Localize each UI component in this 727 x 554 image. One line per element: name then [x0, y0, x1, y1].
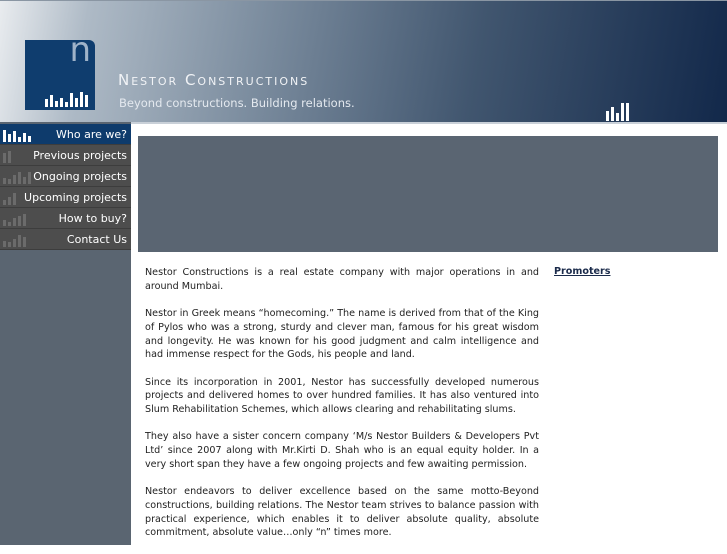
nav-who-are-we[interactable] [0, 124, 131, 145]
nav-label: Who are we? [56, 128, 127, 141]
nav-previous-projects[interactable] [0, 145, 131, 166]
skyline-icon [3, 130, 31, 142]
site-tagline: Beyond constructions. Building relations. [119, 96, 355, 110]
skyline-icon [3, 235, 26, 247]
nav-label: Previous projects [33, 149, 127, 162]
skyline-icon [3, 214, 26, 226]
skyline-icon [3, 151, 11, 163]
site-title: Nestor Constructions [118, 71, 310, 89]
skyline-icon [606, 103, 629, 121]
nav-label: Ongoing projects [33, 170, 127, 183]
nav-contact-us[interactable] [0, 229, 131, 250]
nav-label: Upcoming projects [24, 191, 127, 204]
sidebar-nav [0, 122, 131, 545]
paragraph: Nestor in Greek means “homecoming.” The name is derived from that of the King of Pylos who was a strong, sturdy and clever man, famous for his great wisdom and longevity. He was known for his good judgment and calm intelligence and had immense respect for the Gods, his people and land. [145, 308, 539, 361]
promoters-link[interactable]: Promoters [554, 266, 611, 277]
logo[interactable] [25, 30, 95, 110]
paragraph: Since its incorporation in 2001, Nestor has successfully developed numerous projects and delivered homes to over hundred families. It has also ventured into Slum Rehabilitation Schemes, which allows clearing and rehabilitating slums. [145, 376, 539, 415]
nav-ongoing-projects[interactable] [0, 166, 131, 187]
nav-upcoming-projects[interactable] [0, 187, 131, 208]
paragraph: Nestor endeavors to deliver excellence based on the same motto-Beyond constructions, building relations. The Nestor team strives to balance passion with practical experience, which enables it to deliver absolute quality, absolute commitment, absolute value…only “n” times more. [145, 486, 539, 539]
skyline-icon [3, 172, 31, 184]
paragraph: They also have a sister concern company ‘M/s Nestor Builders & Developers Pvt Ltd’ since 2007 along with Mr.Kirti D. Shah who is an equal equity holder. In a very short span they have a few ongoing projects and few awaiting permission. [145, 431, 539, 470]
header-banner [0, 0, 727, 122]
skyline-icon [3, 193, 16, 205]
logo-letter: n [69, 30, 91, 70]
banner-image [138, 136, 718, 252]
nav-label: Contact Us [66, 233, 127, 246]
paragraph: Nestor Constructions is a real estate company with major operations in and around Mumbai. [145, 267, 539, 292]
skyline-icon [45, 92, 88, 107]
nav-label: How to buy? [58, 212, 127, 225]
about-content [145, 266, 539, 554]
nav-how-to-buy[interactable] [0, 208, 131, 229]
